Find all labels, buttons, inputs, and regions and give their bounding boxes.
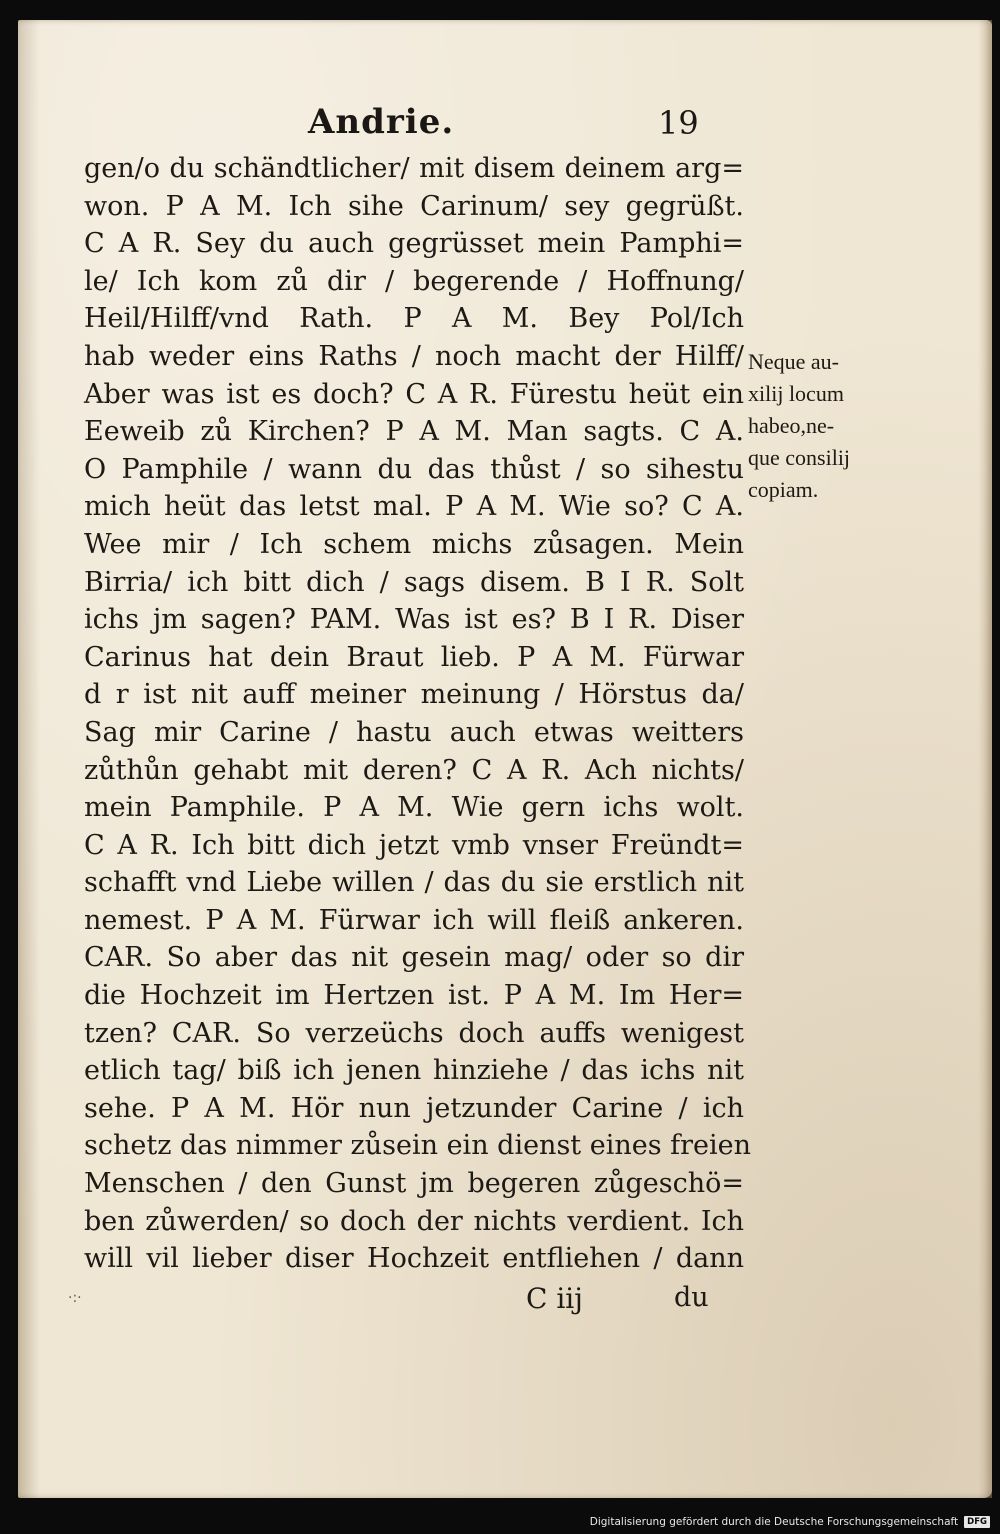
text-line: mein Pamphile. P A M. Wie gern ichs wolt. [84,792,744,824]
text-line: nemest. P A M. Fürwar ich will fleiß ankeren. [84,904,744,936]
book-page [18,20,992,1498]
text-line: zůthůn gehabt mit deren? C A R. Ach nichts/ [84,754,744,786]
text-line: Menschen / den Gunst jm begeren zůgeschö= [84,1168,744,1200]
signature-mark: C iij [526,1282,583,1315]
text-line: le/ Ich kom zů dir / begerende / Hoffnung/ [84,265,744,297]
text-line: ben zůwerden/ so doch der nichts verdient. Ich [84,1205,744,1237]
text-line: Aber was ist es doch? C A R. Fürestu heüt ein [84,378,744,410]
credit-text: Digitalisierung gefördert durch die Deutsche Forschungsgemeinschaft [589,1516,959,1528]
text-line: CAR. So aber das nit gesein mag/ oder so dir [84,942,744,974]
marginal-note [748,346,898,506]
corner-mark: ·:· [68,1290,82,1306]
text-line: Carinus hat dein Braut lieb. P A M. Fürwar [84,641,744,673]
marginal-note-line: xilij locum [748,381,844,406]
text-line: die Hochzeit im Hertzen ist. P A M. Im Her= [84,980,744,1012]
text-line: d r ist nit auff meiner meinung / Hörstus da/ [84,679,744,711]
text-line: ichs jm sagen? PAM. Was ist es? B I R. Diser [84,604,744,636]
digitization-credit [590,1516,990,1528]
text-line: Sag mir Carine / hastu auch etwas weitters [84,716,744,748]
page-number: 19 [658,104,699,142]
text-line: Heil/Hilff/vnd Rath. P A M. Bey Pol/Ich [84,303,744,335]
text-line: schetz das nimmer zůsein ein dienst eines freien [84,1130,752,1162]
text-line: gen/o du schändtlicher/ mit disem deinem arg= [84,153,744,184]
text-line: hab weder eins Raths / noch macht der Hilff/ [84,340,744,372]
text-line: will vil lieber diser Hochzeit entfliehen / dann [84,1243,744,1275]
text-line: Eeweib zů Kirchen? P A M. Man sagts. C A. [84,416,744,448]
text-line: Birria/ ich bitt dich / sags disem. B I R. Solt [84,566,744,598]
page-edge-shading [978,20,992,1498]
text-line: schafft vnd Liebe willen / das du sie erstlich nit [84,867,744,899]
text-line: Wee mir / Ich schem michs zůsagen. Mein [84,528,744,560]
dfg-logo: DFG [964,1516,990,1528]
text-line: C A R. Sey du auch gegrüsset mein Pamphi= [84,228,744,260]
text-line: C A R. Ich bitt dich jetzt vmb vnser Freündt= [84,829,744,861]
running-head: Andrie. [308,102,455,142]
text-line: won. P A M. Ich sihe Carinum/ sey gegrüßt. [84,190,744,222]
text-line: O Pamphile / wann du das thůst / so sihestu [84,453,744,485]
catchword: du [674,1282,709,1313]
text-line: etlich tag/ biß ich jenen hinziehe / das ichs nit [84,1055,744,1087]
marginal-note-line: habeo,ne- [748,413,835,438]
text-line: sehe. P A M. Hör nun jetzunder Carine / ich [84,1092,744,1124]
marginal-note-line: Neque au- [748,349,840,374]
text-line: tzen? CAR. So verzeüchs doch auffs wenigest [84,1017,744,1049]
text-line: mich heüt das letst mal. P A M. Wie so? C A. [84,491,744,523]
main-text-block [84,150,752,1278]
marginal-note-line: que consilij [748,445,851,470]
marginal-note-line: copiam. [748,477,819,502]
